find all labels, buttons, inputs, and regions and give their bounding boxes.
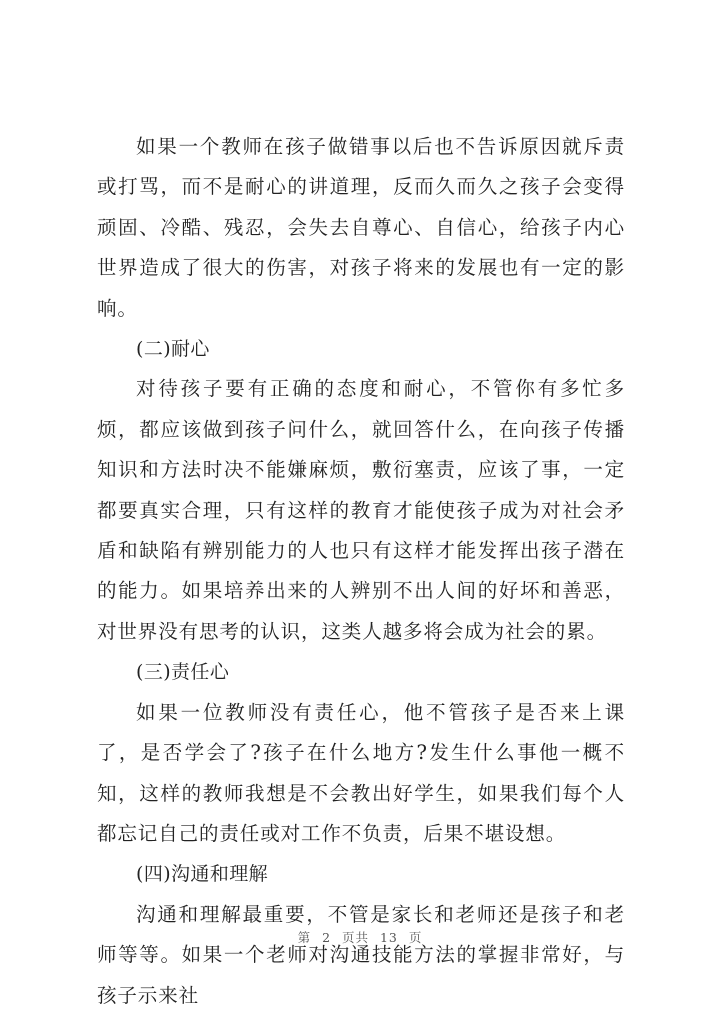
paragraph-communication: 沟通和理解最重要，不管是家长和老师还是孩子和老师等等。如果一个老师对沟通技能方法的掌握非常好，与孩子示来社 — [97, 902, 625, 1007]
paragraph-patience: 对待孩子要有正确的态度和耐心，不管你有多忙多烦，都应该做到孩子问什么，就回答什么，在向孩子传播知识和方法时决不能嫌麻烦，敷衍塞责，应该了事，一定都要真实合理，只有这样的教育才能使孩子成为对社会矛盾和缺陷有辨别能力的人也只有这样才能发挥出孩子潜在的能力。如果培养出来的人辨别不出人间的好坏和善恶，对世界没有思考的认识，这类人越多将会成为社会的累。 — [97, 377, 625, 643]
paragraph-responsibility: 如果一位教师没有责任心，他不管孩子是否来上课了，是否学会了?孩子在什么地方?发生什么事他一概不知，这样的教师我想是不会教出好学生，如果我们每个人都忘记自己的责任或对工作不负责，后果不堪设想。 — [97, 700, 625, 845]
section-heading-communication: (四)沟通和理解 — [136, 863, 269, 886]
page-number-footer: 第 2 页共 13 页 — [297, 930, 423, 945]
paragraph-punishment-effects: 如果一个教师在孩子做错事以后也不告诉原因就斥责或打骂，而不是耐心的讲道理，反而久而久之孩子会变得顽固、冷酷、残忍，会失去自尊心、自信心，给孩子内心世界造成了很大的伤害，对孩子将来的发展也有一定的影响。 — [97, 135, 625, 320]
section-heading-responsibility: (三)责任心 — [136, 661, 230, 684]
document-body — [97, 127, 625, 1016]
section-heading-patience: (二)耐心 — [136, 338, 210, 361]
